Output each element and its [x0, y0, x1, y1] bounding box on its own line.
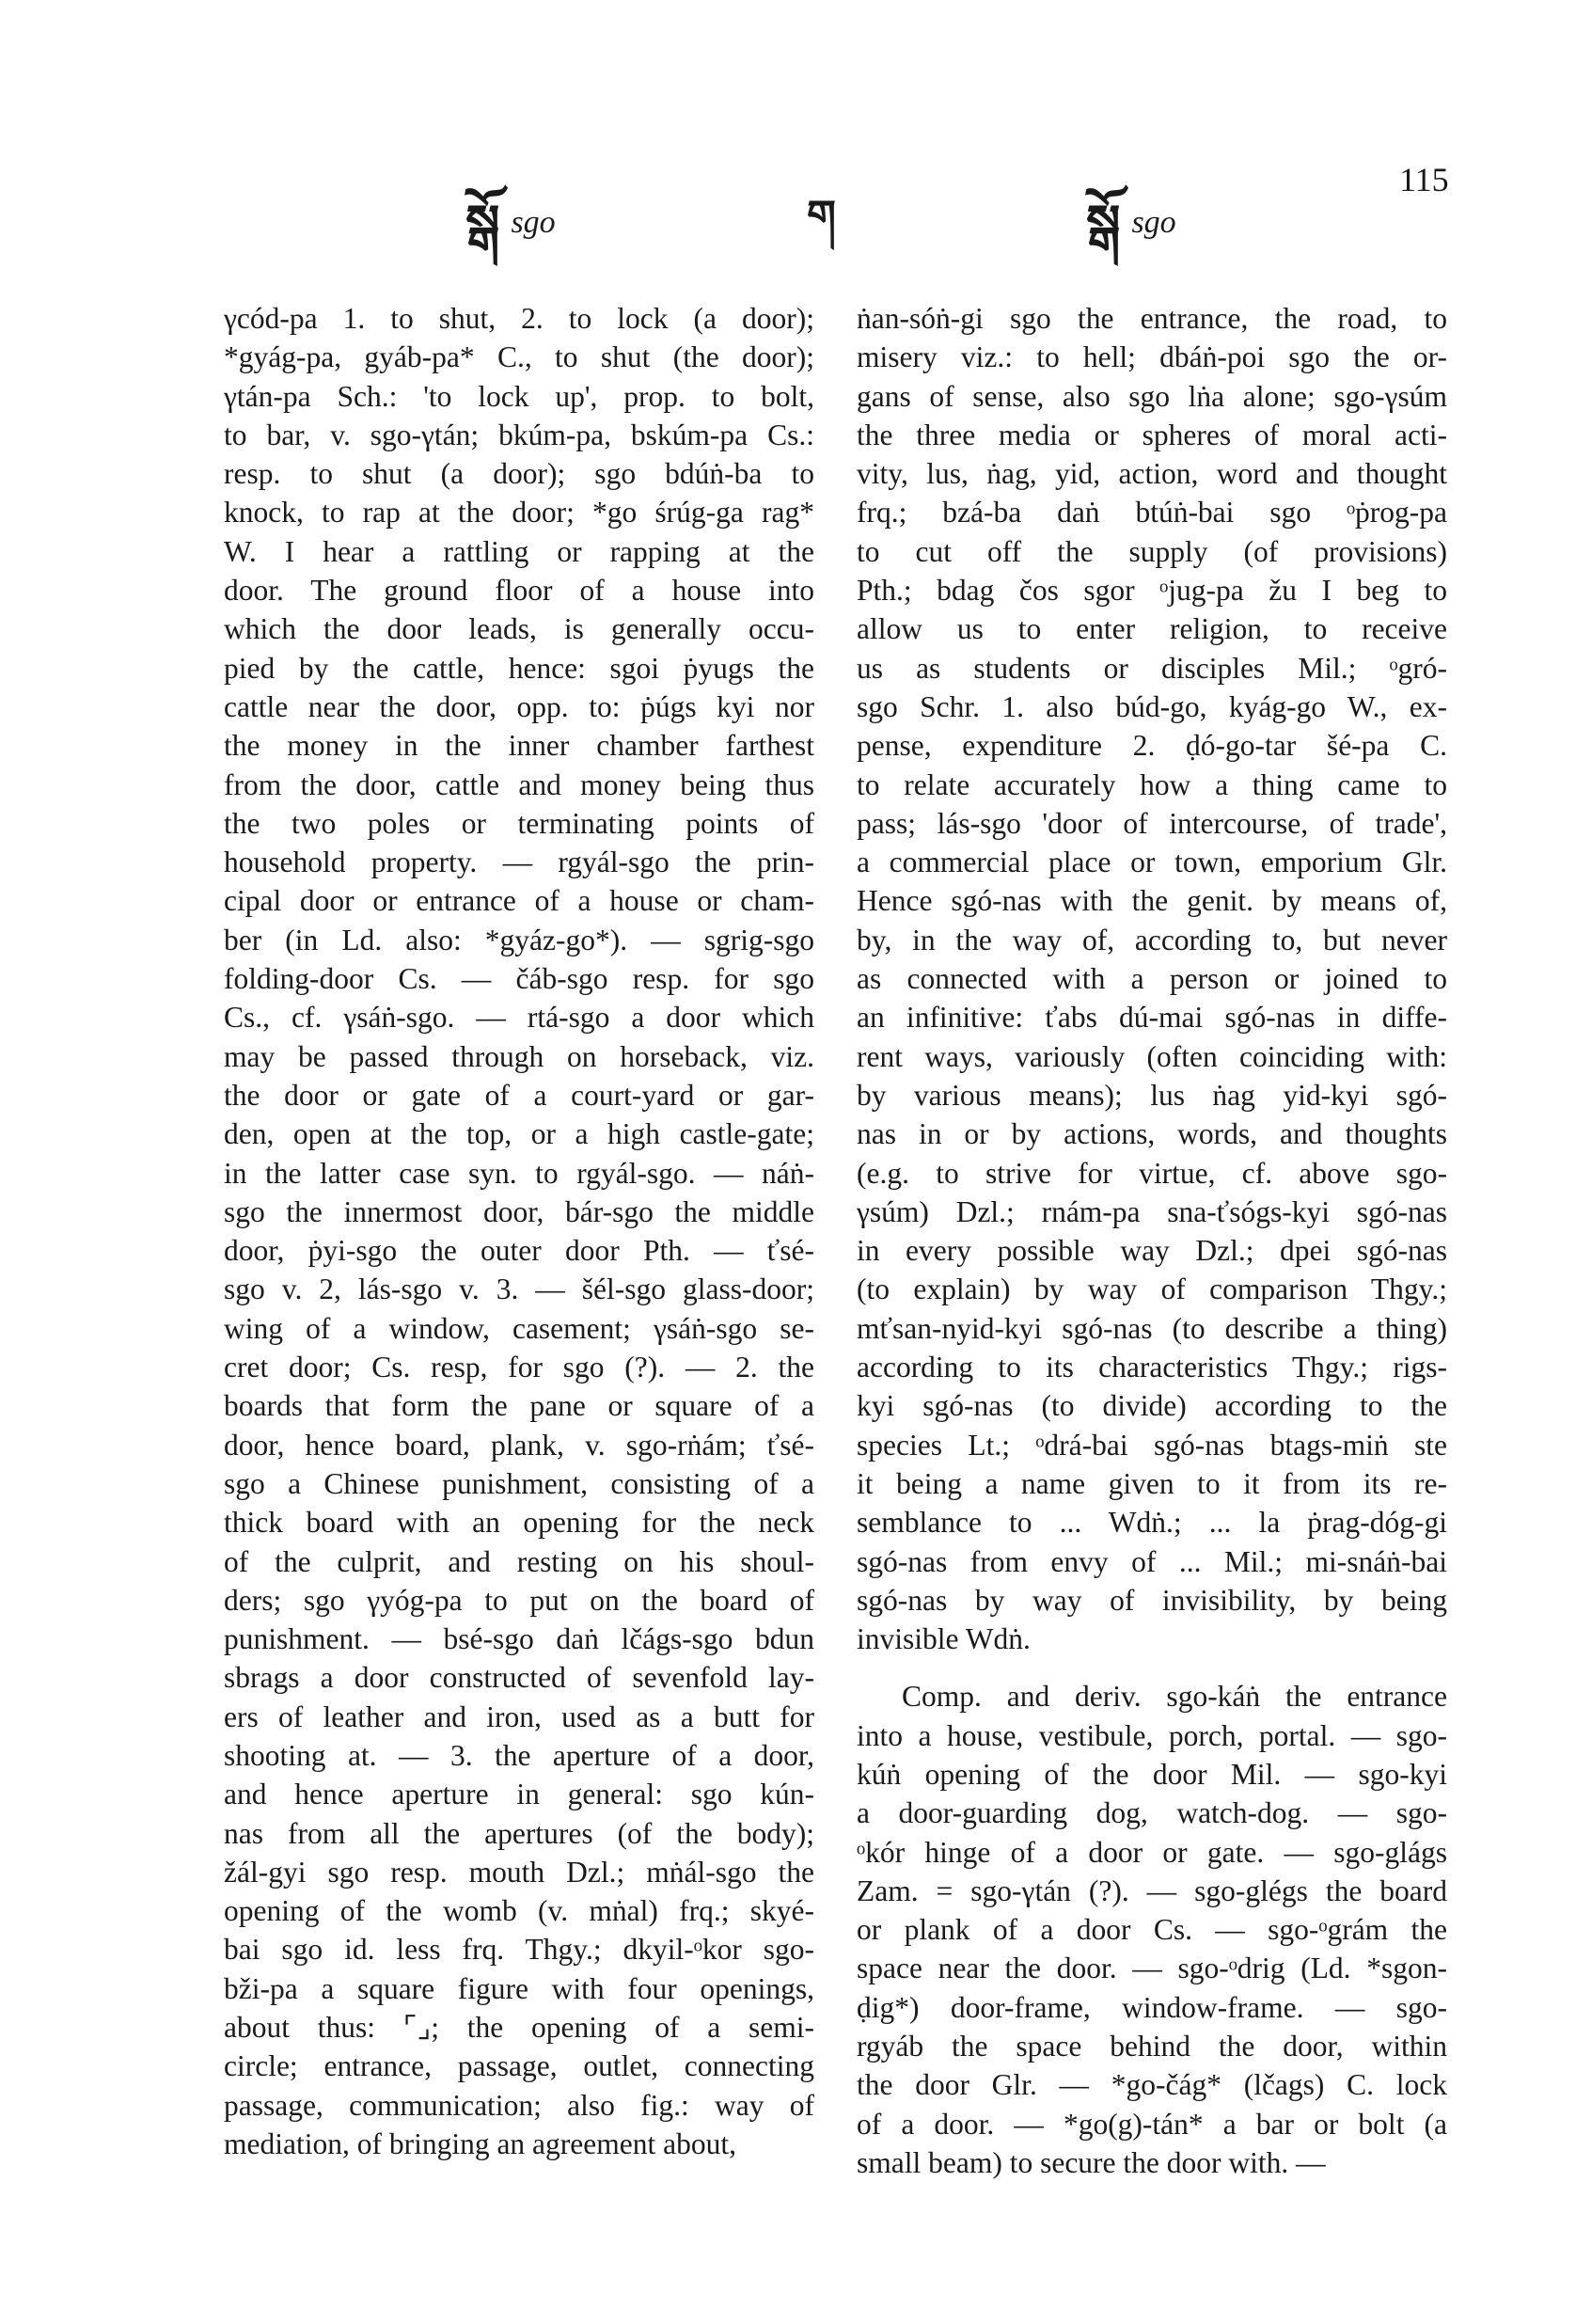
text-line: ṅan-sóṅ-gi sgo the entrance, the road, to: [857, 302, 1447, 335]
text-line: kúṅ opening of the door Mil. — sgo-kyi: [857, 1757, 1447, 1791]
text-line: thick board with an opening for the neck: [224, 1506, 814, 1540]
text-line: resp. to shut (a door); sgo bdúṅ-ba to: [224, 457, 814, 491]
running-head-left: [465, 193, 556, 253]
text-line: bai sgo id. less frq. Thgy.; dkyil-ᵒkor sgo-: [224, 1933, 814, 1967]
text-line: sgó-nas from envy of ... Mil.; mi-snáṅ-bai: [857, 1544, 1447, 1578]
text-line: gans of sense, also sgo lṅa alone; sgo-γsúm: [857, 379, 1447, 413]
text-line: folding-door Cs. — čáb-sgo resp. for sgo: [224, 962, 814, 996]
text-line: γsúm) Dzl.; rnám-pa sna-ťsógs-kyi sgó-nas: [857, 1194, 1447, 1228]
text-line: species Lt.; ᵒdrá-bai sgó-nas btags-miṅ ste: [857, 1428, 1447, 1462]
text-line: which the door leads, is generally occu-: [224, 612, 814, 646]
text-line: to relate accurately how a thing came to: [857, 767, 1447, 801]
text-line: γtán-pa Sch.: 'to lock up', prop. to bolt,: [224, 379, 814, 413]
text-line: ḍig*) door-frame, window-frame. — sgo-: [857, 1990, 1447, 2024]
text-line: may be passed through on horseback, viz.: [224, 1039, 814, 1073]
text-line: household property. — rgyál-sgo the prin-: [224, 846, 814, 879]
text-line: door, hence board, plank, v. sgo-rṅám; ťsé-: [224, 1428, 814, 1462]
text-line: rgyáb the space behind the door, within: [857, 2030, 1447, 2063]
text-line: it being a name given to it from its re-: [857, 1466, 1447, 1500]
text-line: invisible Wdṅ.: [857, 1622, 1031, 1656]
text-line: to cut off the supply (of provisions): [857, 534, 1447, 568]
text-line: ᵒkór hinge of a door or gate. — sgo-glágs: [857, 1835, 1447, 1869]
tibetan-headword-right: སྒོ: [1086, 193, 1121, 253]
text-line: cret door; Cs. resp, for sgo (?). — 2. the: [224, 1351, 814, 1384]
left-column: [224, 299, 814, 2163]
text-line: us as students or disciples Mil.; ᵒgró-: [857, 651, 1447, 685]
text-line: misery viz.: to hell; dbáṅ-poi sgo the or-: [857, 340, 1447, 374]
text-line: pense, expenditure 2. ḍó-go-tar šé-pa C.: [857, 729, 1447, 763]
headword-transliteration-left: sgo: [511, 205, 556, 240]
text-line: frq.; bzá-ba daṅ btúṅ-bai sgo ᵒṗrog-pa: [857, 496, 1447, 530]
text-line: circle; entrance, passage, outlet, connecting: [224, 2049, 814, 2083]
text-line: den, open at the top, or a high castle-gate;: [224, 1117, 814, 1151]
text-line: ers of leather and iron, used as a butt for: [224, 1700, 814, 1733]
text-line: shooting at. — 3. the aperture of a door,: [224, 1738, 814, 1772]
text-line: wing of a window, casement; γsáṅ-sgo se-: [224, 1311, 814, 1345]
right-column-paragraph-2: [857, 1677, 1447, 2182]
text-line: in the latter case syn. to rgyál-sgo. — náṅ-: [224, 1156, 814, 1190]
text-line: sbrags a door constructed of sevenfold lay-: [224, 1661, 814, 1695]
text-line: Pth.; bdag čos sgor ᵒjug-pa žu I beg to: [857, 574, 1447, 608]
text-line: vity, lus, ṅag, yid, action, word and thought: [857, 457, 1447, 491]
text-line: allow us to enter religion, to receive: [857, 612, 1447, 646]
text-line: or plank of a door Cs. — sgo-ᵒgrám the: [857, 1913, 1447, 1947]
text-line: passage, communication; also fig.: way of: [224, 2088, 814, 2122]
text-line: cattle near the door, opp. to: ṗúgs kyi nor: [224, 689, 814, 723]
text-line: of the culprit, and resting on his shoul-: [224, 1544, 814, 1578]
text-line: about thus: ⌜⌟; the opening of a semi-: [224, 2011, 814, 2045]
text-line: sgo the innermost door, bár-sgo the middle: [224, 1194, 814, 1228]
left-column-paragraph: [224, 299, 814, 2163]
right-column-paragraph-1: [857, 299, 1447, 1658]
text-line: boards that form the pane or square of a: [224, 1389, 814, 1423]
text-line: žál-gyi sgo resp. mouth Dzl.; mṅál-sgo the: [224, 1855, 814, 1889]
text-line: as connected with a person or joined to: [857, 962, 1447, 996]
headword-transliteration-right: sgo: [1131, 205, 1176, 240]
text-line: Comp. and deriv. sgo-káṅ the entrance: [902, 1680, 1447, 1714]
text-line: pass; lás-sgo 'door of intercourse, of trade',: [857, 806, 1447, 840]
text-line: door. The ground floor of a house into: [224, 574, 814, 608]
text-line: opening of the womb (v. mṅal) frq.; skyé-: [224, 1894, 814, 1928]
text-line: the two poles or terminating points of: [224, 806, 814, 840]
text-line: a door-guarding dog, watch-dog. — sgo-: [857, 1796, 1447, 1830]
text-line: sgo a Chinese punishment, consisting of a: [224, 1466, 814, 1500]
text-line: pied by the cattle, hence: sgoi ṗyugs the: [224, 651, 814, 685]
text-line: space near the door. — sgo-ᵒdrig (Ld. *sgon-: [857, 1952, 1447, 1985]
text-line: small beam) to secure the door with. —: [857, 2145, 1326, 2179]
running-head-right: [1086, 193, 1176, 253]
text-line: (to explain) by way of comparison Thgy.;: [857, 1273, 1447, 1306]
text-line: rent ways, variously (often coinciding with:: [857, 1039, 1447, 1073]
text-line: and hence aperture in general: sgo kún-: [224, 1778, 814, 1811]
text-line: mťsan-nyid-kyi sgó-nas (to describe a thing): [857, 1311, 1447, 1345]
text-line: in every possible way Dzl.; dpei sgó-nas: [857, 1234, 1447, 1268]
text-line: from the door, cattle and money being thus: [224, 767, 814, 801]
text-line: nas from all the apertures (of the body);: [224, 1816, 814, 1850]
text-line: punishment. — bsé-sgo daṅ lčágs-sgo bdun: [224, 1622, 814, 1656]
text-line: of a door. — *go(g)-tán* a bar or bolt (a: [857, 2107, 1447, 2141]
text-line: bži-pa a square figure with four openings,: [224, 1971, 814, 2005]
text-line: W. I hear a rattling or rapping at the: [224, 534, 814, 568]
page-number: 115: [1399, 161, 1449, 198]
text-line: the door or gate of a court-yard or gar-: [224, 1078, 814, 1112]
text-line: knock, to rap at the door; *go śrúg-ga rag*: [224, 496, 814, 530]
text-line: semblance to ... Wdṅ.; ... la ṗrag-dóg-gi: [857, 1506, 1447, 1540]
right-column: [857, 299, 1447, 2182]
text-line: ders; sgo γyóg-pa to put on the board of: [224, 1583, 814, 1617]
text-line: nas in or by actions, words, and thoughts: [857, 1117, 1447, 1151]
text-line: cipal door or entrance of a house or cham-: [224, 884, 814, 918]
tibetan-headword-left: སྒོ: [465, 193, 500, 253]
text-line: by, in the way of, according to, but never: [857, 923, 1447, 956]
text-line: a commercial place or town, emporium Glr.: [857, 846, 1447, 879]
text-line: γcód-pa 1. to shut, 2. to lock (a door);: [224, 302, 814, 335]
text-line: sgo Schr. 1. also búd-go, kyág-go W., ex-: [857, 689, 1447, 723]
text-line: according to its characteristics Thgy.; rigs-: [857, 1351, 1447, 1384]
text-line: ber (in Ld. also: *gyáz-go*). — sgrig-sgo: [224, 923, 814, 956]
text-line: door, ṗyi-sgo the outer door Pth. — ťsé-: [224, 1234, 814, 1268]
text-line: the money in the inner chamber farthest: [224, 729, 814, 763]
text-line: by various means); lus ṅag yid-kyi sgó-: [857, 1078, 1447, 1112]
text-line: the three media or spheres of moral acti-: [857, 418, 1447, 451]
text-line: *gyág-pa, gyáb-pa* C., to shut (the door);: [224, 340, 814, 374]
text-line: (e.g. to strive for virtue, cf. above sgo-: [857, 1156, 1447, 1190]
text-line: into a house, vestibule, porch, portal. — sgo-: [857, 1718, 1447, 1752]
text-line: to bar, v. sgo-γtán; bkúm-pa, bskúm-pa Cs.:: [224, 418, 814, 451]
text-line: mediation, of bringing an agreement about,: [224, 2126, 736, 2160]
section-letter: ག: [807, 192, 836, 240]
text-line: Zam. = sgo-γtán (?). — sgo-glégs the board: [857, 1873, 1447, 1907]
text-line: sgo v. 2, lás-sgo v. 3. — šél-sgo glass-door;: [224, 1273, 814, 1306]
text-line: Hence sgó-nas with the genit. by means of,: [857, 884, 1447, 918]
text-line: an infinitive: ťabs dú-mai sgó-nas in diffe-: [857, 1001, 1447, 1035]
text-line: Cs., cf. γsáṅ-sgo. — rtá-sgo a door which: [224, 1001, 814, 1035]
text-line: kyi sgó-nas (to divide) according to the: [857, 1389, 1447, 1423]
text-line: the door Glr. — *go-čág* (lčags) C. lock: [857, 2068, 1447, 2102]
text-line: sgó-nas by way of invisibility, by being: [857, 1583, 1447, 1617]
